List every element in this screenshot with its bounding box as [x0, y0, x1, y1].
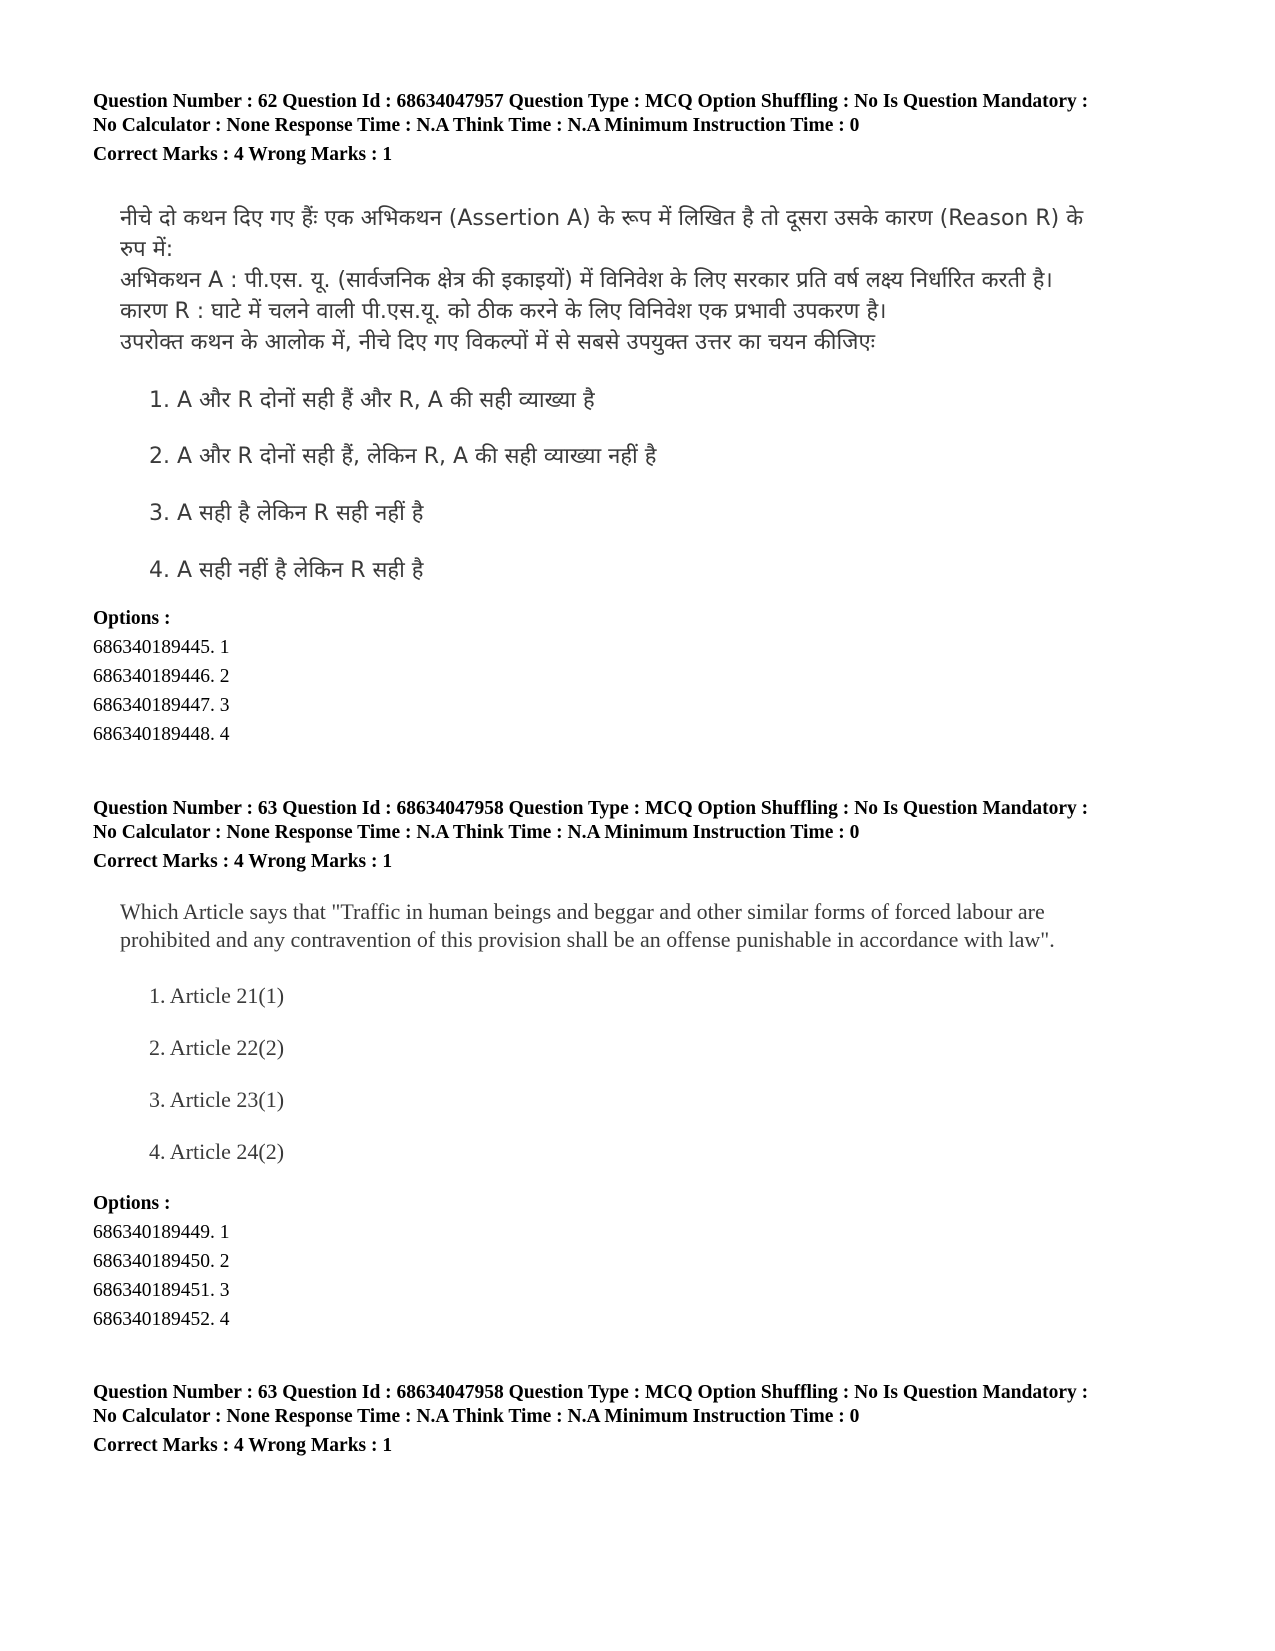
meta-line-1: Question Number : 63 Question Id : 68634047958 Question Type : MCQ Option Shuffling : No Is Question Mandatory :: [93, 798, 1089, 819]
option-item: 686340189450. 2: [93, 1251, 230, 1272]
choice-item: 4. Article 24(2): [149, 1139, 285, 1164]
stem-line: Which Article says that "Traffic in human beings and beggar and other similar forms of forced labour are: [120, 899, 1045, 924]
options-block: [93, 604, 230, 749]
marks-line: Correct Marks : 4 Wrong Marks : 1: [93, 1435, 393, 1456]
marks-line: Correct Marks : 4 Wrong Marks : 1: [93, 144, 393, 165]
choice-item: 2. Article 22(2): [149, 1035, 285, 1060]
question-stem: [120, 898, 1200, 954]
choice-item: 3. A सही है लेकिन R सही नहीं है: [149, 501, 424, 526]
option-item: 686340189447. 3: [93, 695, 230, 716]
meta-line-2: No Calculator : None Response Time : N.A Think Time : N.A Minimum Instruction Time : 0: [93, 822, 860, 843]
choice-item: 4. A सही नहीं है लेकिन R सही है: [149, 558, 424, 583]
meta-line-1: Question Number : 62 Question Id : 68634047957 Question Type : MCQ Option Shuffling : No Is Question Mandatory :: [93, 91, 1089, 112]
option-item: 686340189451. 3: [93, 1280, 230, 1301]
stem-line: अभिकथन A : पी.एस. यू. (सार्वजनिक क्षेत्र की इकाइयों) में विनिवेश के लिए सरकार प्रति वर्ष लक्ष्य निर्धारित करती है।: [120, 268, 1053, 293]
stem-line: उपरोक्त कथन के आलोक में, नीचे दिए गए विकल्पों में से सबसे उपयुक्त उत्तर का चयन कीजिएः: [120, 330, 876, 355]
stem-line: नीचे दो कथन दिए गए हैंः एक अभिकथन (Assertion A) के रूप में लिखित है तो दूसरा उसके कारण (Reason R) के: [120, 206, 1084, 231]
meta-line-2: No Calculator : None Response Time : N.A Think Time : N.A Minimum Instruction Time : 0: [93, 115, 860, 136]
choice-item: 3. Article 23(1): [149, 1087, 285, 1112]
stem-line: रुप में:: [120, 237, 174, 262]
question-meta: [93, 1381, 1213, 1458]
option-item: 686340189449. 1: [93, 1222, 230, 1243]
option-item: 686340189446. 2: [93, 666, 230, 687]
meta-line-1: Question Number : 63 Question Id : 68634047958 Question Type : MCQ Option Shuffling : No Is Question Mandatory :: [93, 1382, 1089, 1403]
meta-line-2: No Calculator : None Response Time : N.A Think Time : N.A Minimum Instruction Time : 0: [93, 1406, 860, 1427]
question-meta: [93, 90, 1213, 167]
options-header: Options :: [93, 608, 171, 629]
question-stem: [120, 203, 1200, 358]
option-item: 686340189445. 1: [93, 637, 230, 658]
choice-item: 2. A और R दोनों सही हैं, लेकिन R, A की सही व्याख्या नहीं है: [149, 444, 657, 469]
options-header: Options :: [93, 1193, 171, 1214]
options-block: [93, 1189, 230, 1334]
option-item: 686340189452. 4: [93, 1309, 230, 1330]
choice-item: 1. A और R दोनों सही हैं और R, A की सही व्याख्या है: [149, 388, 595, 413]
choice-item: 1. Article 21(1): [149, 983, 285, 1008]
stem-line: कारण R : घाटे में चलने वाली पी.एस.यू. को ठीक करने के लिए विनिवेश एक प्रभावी उपकरण है।: [120, 299, 887, 324]
question-meta: [93, 797, 1213, 874]
option-item: 686340189448. 4: [93, 724, 230, 745]
marks-line: Correct Marks : 4 Wrong Marks : 1: [93, 851, 393, 872]
stem-line: prohibited and any contravention of this provision shall be an offense punishable in accordance with law".: [120, 927, 1055, 952]
